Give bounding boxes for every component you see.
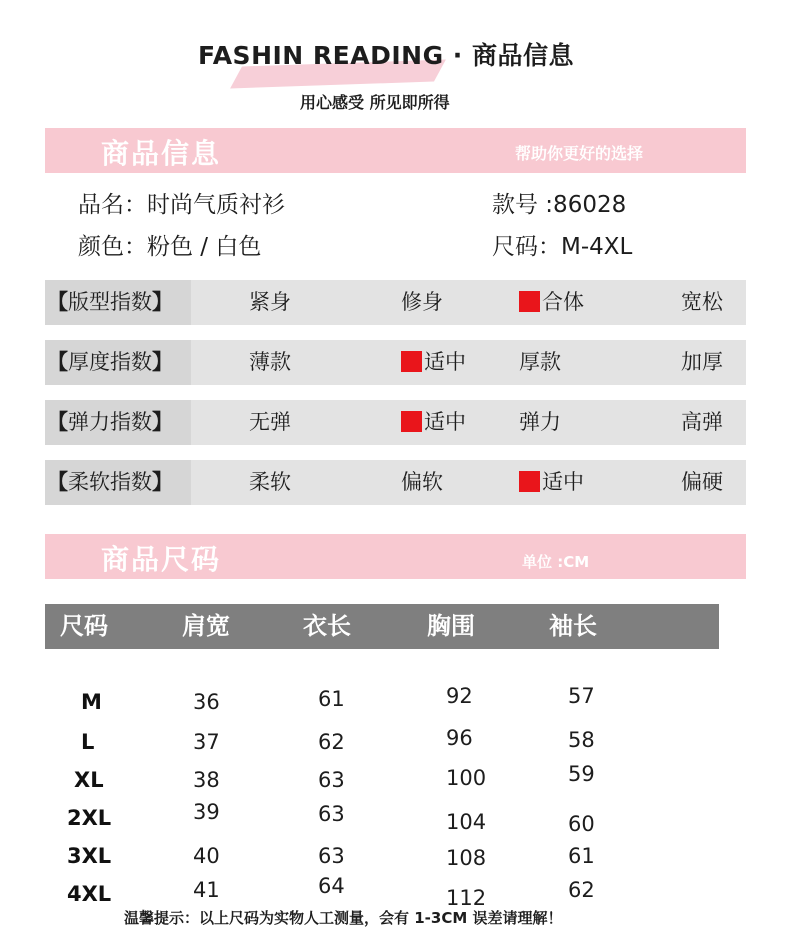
index-label-text: 弹力指数 [68,410,152,434]
index-option [681,400,723,445]
index-option-label: 适中 [542,470,584,494]
size-cell: 104 [446,810,487,834]
index-row [45,460,746,505]
index-row [45,400,746,445]
size-label: XL [74,768,104,792]
selected-marker-icon [401,411,422,432]
size-cell: 112 [446,886,487,910]
size-range: 尺码：M-4XL [492,234,633,260]
size-cell: 100 [446,766,487,790]
header-sleeve: 袖长 [549,612,597,640]
header-shoulder: 肩宽 [182,612,230,640]
index-option [519,400,561,445]
index-option-label: 紧身 [249,290,291,314]
size-section-title: 商品尺码 [101,543,222,576]
header-bust: 胸围 [427,612,475,640]
index-label-text: 版型指数 [68,290,152,314]
index-label-text: 柔软指数 [68,470,152,494]
size-cell: 37 [193,730,220,754]
index-option [401,400,466,445]
product-info-note: 帮助你更好的选择 [515,144,644,163]
style-number: 款号 :86028 [492,192,627,218]
size-cell: 58 [568,728,595,752]
page-title: FASHIN READING · 商品信息 [198,41,574,70]
index-row [45,280,746,325]
index-option [401,280,443,325]
index-option-label: 宽松 [681,290,723,314]
product-info-title: 商品信息 [101,137,222,170]
index-row [45,340,746,385]
size-cell: 92 [446,684,473,708]
index-option [249,340,291,385]
index-option [249,280,291,325]
selected-marker-icon [519,471,540,492]
index-label: 【弹力指数】 [45,400,191,445]
index-option [519,460,584,505]
size-cell: 62 [318,730,345,754]
index-option-label: 偏硬 [681,470,723,494]
size-cell: 60 [568,812,595,836]
size-cell: 38 [193,768,220,792]
size-label: L [81,730,95,754]
index-option-label: 偏软 [401,470,443,494]
size-cell: 108 [446,846,487,870]
index-label: 【版型指数】 [45,280,191,325]
index-option [681,460,723,505]
size-cell: 41 [193,878,220,902]
index-option [401,460,443,505]
index-option-label: 合体 [542,290,584,314]
size-cell: 59 [568,762,595,786]
index-option [681,280,723,325]
product-name: 品名：时尚气质衬衫 [78,192,285,218]
product-color: 颜色：粉色 / 白色 [78,234,262,260]
product-info-bar [45,128,746,173]
selected-marker-icon [401,351,422,372]
size-cell: 57 [568,684,595,708]
page-subtitle: 用心感受 所见即所得 [300,93,450,112]
size-cell: 64 [318,874,345,898]
index-option [681,340,723,385]
index-option-label: 柔软 [249,470,291,494]
size-label: 2XL [67,806,112,830]
size-label: 3XL [67,844,112,868]
size-cell: 62 [568,878,595,902]
size-cell: 63 [318,844,345,868]
index-option-label: 高弹 [681,410,723,434]
index-label: 【柔软指数】 [45,460,191,505]
index-option-label: 修身 [401,290,443,314]
size-cell: 61 [318,687,345,711]
size-cell: 63 [318,768,345,792]
size-cell: 36 [193,690,220,714]
size-cell: 63 [318,802,345,826]
size-section-bar [45,534,746,579]
index-option-label: 无弹 [249,410,291,434]
index-option-label: 薄款 [249,350,291,374]
size-cell: 39 [193,800,220,824]
header-size: 尺码 [60,612,108,640]
size-cell: 96 [446,726,473,750]
selected-marker-icon [519,291,540,312]
size-label: M [81,690,102,714]
footer-note: 温馨提示：以上尺码为实物人工测量，会有 1-3CM 误差请理解！ [124,909,563,927]
size-table-header [45,604,719,649]
size-cell: 40 [193,844,220,868]
index-label: 【厚度指数】 [45,340,191,385]
size-unit-note: 单位 :CM [522,553,590,571]
size-cell: 61 [568,844,595,868]
index-option-label: 适中 [424,350,466,374]
index-option-label: 加厚 [681,350,723,374]
index-option [249,400,291,445]
index-option-label: 弹力 [519,410,561,434]
index-option [249,460,291,505]
index-option [401,340,466,385]
size-label: 4XL [67,882,112,906]
index-option [519,340,561,385]
header-length: 衣长 [303,612,351,640]
index-label-text: 厚度指数 [68,350,152,374]
index-option-label: 适中 [424,410,466,434]
index-option-label: 厚款 [519,350,561,374]
index-option [519,280,584,325]
